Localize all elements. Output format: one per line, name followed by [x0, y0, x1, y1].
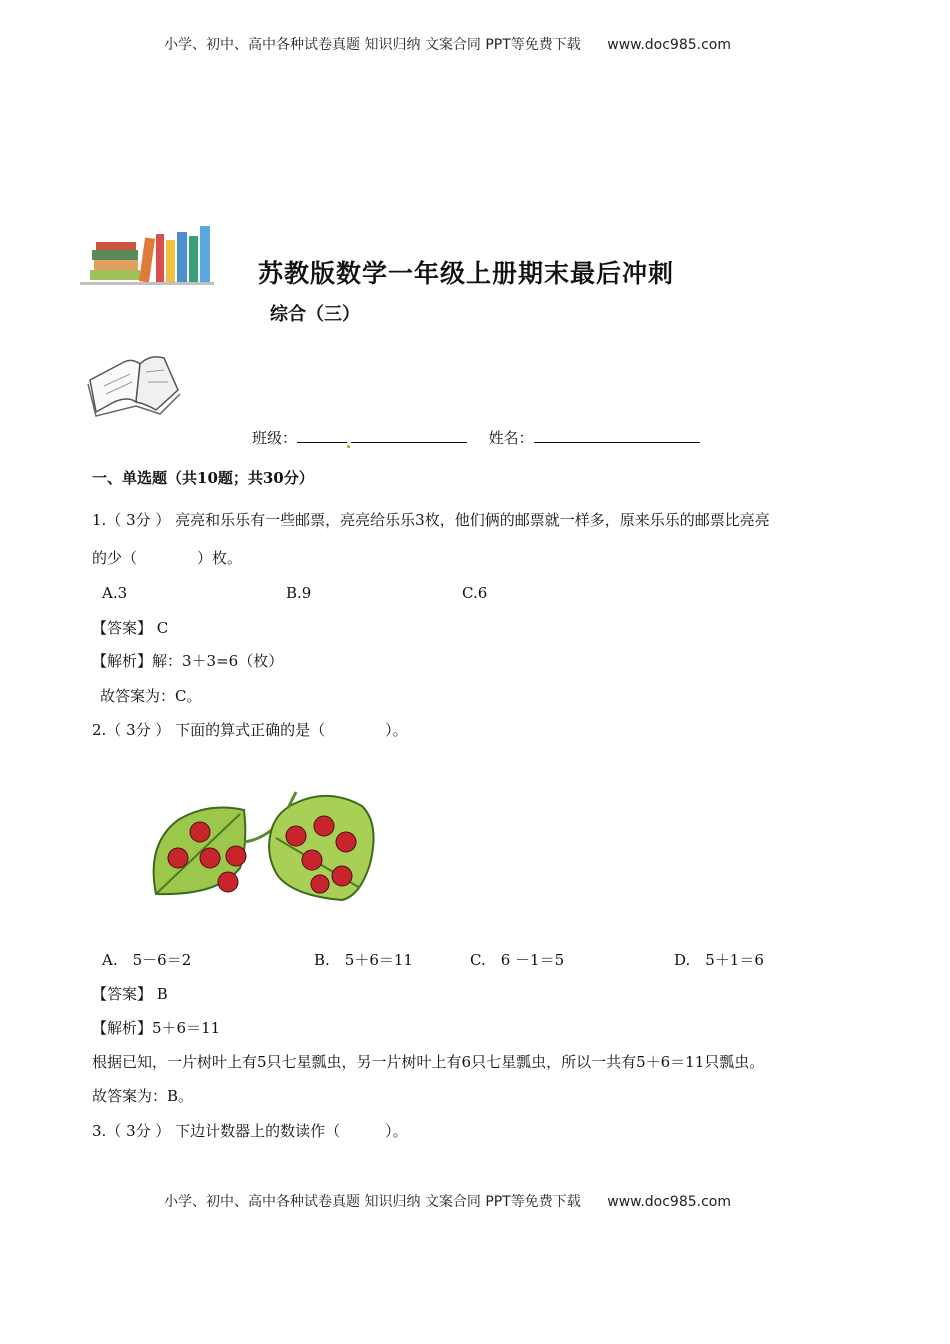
q1-option-b[interactable]: B.9 [286, 584, 312, 602]
open-book-illustration [84, 350, 184, 422]
page-title: 苏教版数学一年级上册期末最后冲刺 [258, 259, 675, 288]
student-info-form [252, 428, 700, 448]
q2-answer: 【答案】 B [92, 985, 168, 1003]
class-label: 班级： [252, 429, 298, 447]
q2-explanation: 根据已知，一片树叶上有5只七星瓢虫，另一片树叶上有6只七星瓢虫，所以一共有5＋6＝11只瓢虫。 [92, 1053, 765, 1071]
q2-option-c[interactable]: C. 6 －1＝5 [470, 951, 565, 969]
q2-analysis: 【解析】5＋6＝11 [92, 1019, 221, 1037]
q1-line1: 1.（ 3分 ） 亮亮和乐乐有一些邮票，亮亮给乐乐3枚，他们俩的邮票就一样多，原来乐乐的邮票比亮亮 [92, 511, 770, 529]
q1-option-a[interactable]: A.3 [102, 584, 128, 602]
header-url[interactable]: www.doc985.com [607, 37, 731, 53]
q2-option-a[interactable]: A. 5－6＝2 [102, 951, 192, 969]
section-heading: 一、单选题（共10题；共30分） [92, 469, 314, 487]
q1-conclusion: 故答案为：C。 [100, 687, 202, 705]
q1-line2: 的少（ ）枚。 [92, 549, 243, 567]
q2-stem: 2.（ 3分 ） 下面的算式正确的是（ ）。 [92, 721, 408, 739]
page-subtitle: 综合（三） [270, 304, 360, 325]
header-text: 小学、初中、高中各种试卷真题 知识归纳 文案合同 PPT等免费下载 [164, 37, 581, 53]
name-blank[interactable] [534, 428, 700, 443]
page-header [164, 34, 731, 54]
name-label: 姓名： [488, 429, 534, 447]
q2-conclusion: 故答案为：B。 [92, 1087, 194, 1105]
q2-option-b[interactable]: B. 5＋6＝11 [314, 951, 413, 969]
q3-stem: 3.（ 3分 ） 下边计数器上的数读作（ ）。 [92, 1122, 408, 1140]
footer-url[interactable]: www.doc985.com [607, 1194, 731, 1210]
marker-dot [347, 445, 350, 448]
class-blank-1[interactable] [297, 428, 347, 443]
page-footer [164, 1191, 731, 1211]
footer-text: 小学、初中、高中各种试卷真题 知识归纳 文案合同 PPT等免费下载 [164, 1194, 581, 1210]
books-illustration [80, 222, 214, 286]
ladybug-leaves-illustration [148, 784, 380, 908]
q1-analysis: 【解析】解：3＋3=6（枚） [92, 652, 284, 670]
q1-answer: 【答案】 C [92, 619, 169, 637]
class-blank-2[interactable] [351, 428, 467, 443]
q2-option-d[interactable]: D. 5＋1＝6 [674, 951, 764, 969]
q1-option-c[interactable]: C.6 [462, 584, 488, 602]
